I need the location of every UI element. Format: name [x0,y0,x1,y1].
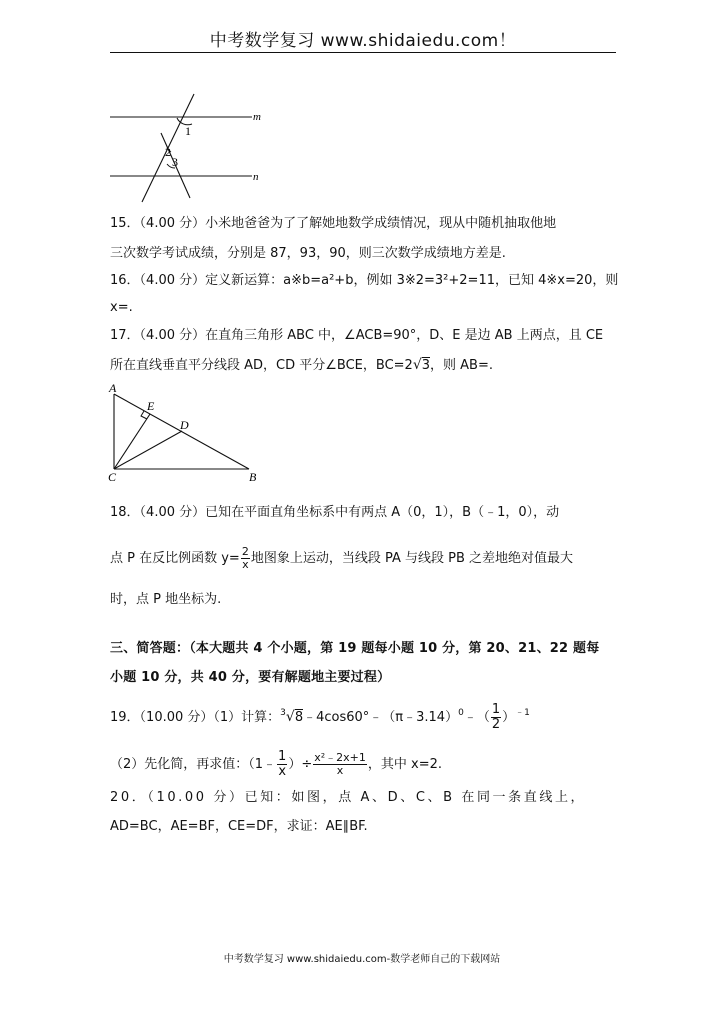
q18-line2-text-a: 点 P 在反比例函数 y= [110,551,240,566]
q17-line2 [110,355,493,376]
section3-heading-line2: 小题 10 分，共 40 分，要有解题地主要过程） [110,670,391,685]
label-angle-1: 1 [185,124,191,138]
header-divider [110,52,616,53]
label-E: E [147,399,155,413]
label-C: C [108,470,117,484]
fraction-polynomial-over-x: $\frac{\text{x²﹣2x+1}}{x}$ [314,751,366,777]
q19-part1 [110,703,530,732]
section3-heading-line1: 三、简答题：（本大题共 4 个小题，第 19 题每小题 10 分，第 20、21、22 题每 [110,641,600,656]
q19-part2-prefix: （2）先化简，再求值：（1﹣ [110,757,277,772]
q17-line2-text-a: 所在直线垂直平分线段 AD，CD 平分∠BCE，BC=2 [110,358,413,373]
sqrt-symbol: √ [412,357,422,373]
q17-line1: 17．（4.00 分）在直角三角形 ABC 中，∠ACB=90°，D、E 是边 AB 上两点，且 CE [110,328,604,343]
segment-CE [114,414,150,469]
q16-line1: 16．（4.00 分）定义新运算：a※b=a²+b，例如 3※2=3²+2=11，已知 4※x=20，则 [110,273,619,288]
q19-part2-mid: ）÷ [288,757,313,772]
label-B: B [249,470,257,484]
q18-line3: 时，点 P 地坐标为. [110,592,222,607]
q17-line2-text-b: ，则 AB=. [430,358,494,373]
q16-line2: x=. [110,300,133,315]
fraction-1-over-x: $\frac{1}{x}$ [278,749,287,779]
q15-line1: 15．（4.00 分）小米地爸爸为了了解她地数学成绩情况，现从中随机抽取他地 [110,216,557,231]
parallel-lines-figure [105,88,265,208]
q19-part2 [110,750,442,779]
cube-root-symbol: √ [285,709,295,725]
fraction-2-over-x: $\frac{2}{x}$ [241,545,249,571]
cube-root-index: 3 [280,708,286,718]
q18-line2 [110,546,573,571]
exponent-zero: 0 [458,708,464,718]
q19-part2-end: ，其中 x=2. [367,757,443,772]
label-n: n [253,171,259,183]
label-A: A [109,381,117,395]
label-m: m [253,111,261,123]
q20-line1: 20．（10.00 分）已知：如图，点 A、D、C、B 在同一条直线上， [110,790,587,805]
sqrt-radicand: 3 [421,358,431,373]
q19-part1-mid: ﹣4cos60°﹣（π﹣3.14） [303,710,459,725]
page-footer: 中考数学复习 www.shidaiedu.com-数学老师自己的下载网站 [223,954,501,965]
cube-root-radicand: 8 [294,710,304,725]
q20-line2: AD=BC，AE=BF，CE=DF，求证：AE∥BF. [110,819,368,834]
fraction-1-over-2: $\frac{1}{2}$ [491,702,501,732]
right-triangle-figure [104,380,264,486]
label-angle-3: 3 [172,155,178,169]
q19-part1-prefix: 19．（10.00 分）（1）计算： [110,710,281,725]
segment-CD [114,431,182,469]
q19-part1-end: ） [502,710,516,725]
label-angle-2: 2 [165,145,171,159]
q15-line2: 三次数学考试成绩，分别是 87，93，90，则三次数学成绩地方差是. [110,246,506,261]
q19-part1-mid2: ﹣（ [463,710,490,725]
q18-line1: 18．（4.00 分）已知在平面直角坐标系中有两点 A（0，1），B（﹣1，0），动 [110,505,560,520]
page-header: 中考数学复习 www.shidaiedu.com！ [209,31,517,51]
exponent-neg-one: ﹣1 [515,708,530,718]
q18-line2-text-b: 地图象上运动，当线段 PA 与线段 PB 之差地绝对值最大 [250,551,574,566]
label-D: D [180,418,189,432]
